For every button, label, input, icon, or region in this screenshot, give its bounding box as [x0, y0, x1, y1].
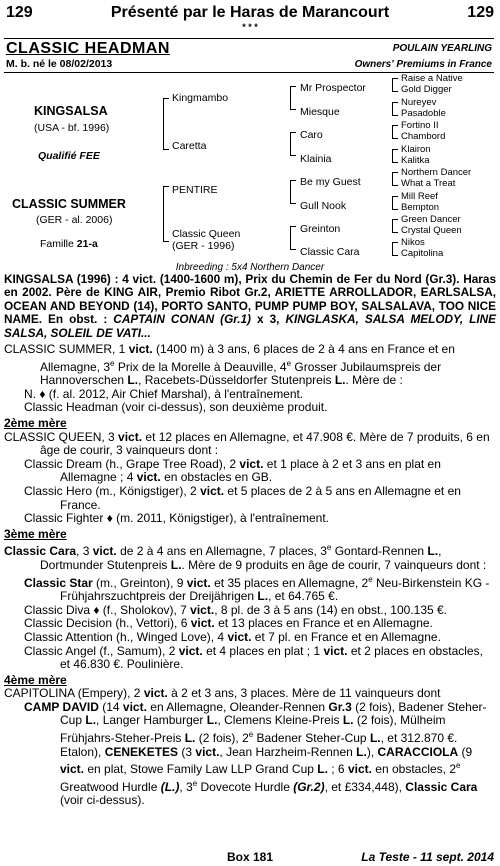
sale-info: La Teste - 11 sept. 2014 [361, 850, 494, 864]
dam4-heading: 4ème mère [4, 672, 67, 687]
gen3-8: Classic Cara [300, 246, 360, 258]
dam4-paragraph: CAPITOLINA (Empery), 2 vict. à 2 et 3 ans, 3 places. Mère de 11 vainqueurs dont [4, 686, 441, 701]
bracket-g4-5 [392, 172, 393, 186]
gen2-1: Kingmambo [172, 92, 229, 104]
dam2-produce-2: Classic Hero (m., Königstiger), 2 vict. et 5 places de 2 à 5 ans en Allemagne et en France. [24, 483, 461, 512]
gen4-4: Pasadoble [401, 108, 446, 119]
gen3-4: Klainia [300, 153, 332, 165]
gen4-6: Chambord [401, 131, 446, 142]
bracket-g4-8 [392, 242, 393, 256]
bracket-dam [163, 186, 164, 242]
dam3-produce-decision: Classic Decision (h., Vettori), 6 vict. et 13 places en France et en Allemagne. [24, 616, 433, 631]
bracket-sire [163, 98, 164, 150]
bracket-g3-1 [290, 86, 291, 110]
sire-info: (USA - bf. 1996) [34, 122, 110, 134]
dam3-produce-attention: Classic Attention (h., Winged Love), 4 vict. et 7 pl. en France et en Allemagne. [24, 629, 441, 644]
dam3-produce-diva: Classic Diva ♦ (f., Sholokov), 7 vict., 8 pl. de 3 à 5 ans (14) en obst., 100.135 €. [24, 602, 448, 617]
gen4-11: Mill Reef [401, 191, 438, 202]
gen3-2: Miesque [300, 106, 340, 118]
bracket-g3-2 [290, 132, 291, 156]
gen4-16: Capitolina [401, 248, 444, 259]
dam2-produce-3: Classic Fighter ♦ (m. 2011, Königstiger), à l'entraînement. [24, 511, 329, 526]
gen4-2: Gold Digger [401, 84, 452, 95]
dam2-paragraph: CLASSIC QUEEN, 3 vict. et 12 places en Allemagne, et 47.908 €. Mère de 7 produits, 6 en âge de courir, 3 vainqueurs dont : [4, 429, 490, 458]
gen4-7: Klairon [401, 144, 431, 155]
dam3-produce-star: Classic Star (m., Greinton), 9 vict. et 35 places en Allemagne, 2e Neu-Birkenstein KG - Frühjahrszuchtpreis der Dreijährigen L., et 64.765 €. [24, 574, 490, 604]
bracket-g4-3 [392, 125, 393, 139]
bracket-g4-4 [392, 149, 393, 163]
dam1-produce-1: N. ♦ (f. al. 2012, Air Chief Marshal), à l'entraînement. [24, 386, 304, 401]
gen3-6: Gull Nook [300, 200, 347, 212]
gen4-14: Crystal Queen [401, 225, 462, 236]
gen2-2: Caretta [172, 140, 207, 152]
gen4-13: Green Dancer [401, 214, 461, 225]
gen3-5: Be my Guest [300, 176, 361, 188]
gen3-3: Caro [300, 129, 323, 141]
consignor-title: Présenté par le Haras de Marancourt [110, 4, 390, 21]
dam1-paragraph: CLASSIC SUMMER, 1 vict. (1400 m) à 3 ans, 6 places de 2 à 4 ans en France et en Allemagne, 3e Prix de la Morelle à Deauville, 4e Grosser Jubilaumspreis der Hannoverschen L., Racebets-Düsseldorfer Stutenpreis L.. Mère de : [4, 342, 455, 388]
gen2-3: PENTIRE [172, 184, 218, 196]
sire-note: Qualifié FEE [38, 150, 100, 162]
page-header [6, 4, 494, 22]
dam2-produce-1: Classic Dream (h., Grape Tree Road), 2 vict. et 1 place à 2 et 3 ans en plat en Allemagne ; 4 vict. en obstacles en GB. [24, 456, 441, 485]
dam2-heading: 2ème mère [4, 416, 67, 430]
birth-info: M. b. né le 08/02/2013 [6, 58, 113, 70]
gen4-8: Kalitka [401, 155, 430, 166]
gen4-3: Nureyev [401, 97, 437, 108]
lot-number-right: 129 [467, 4, 494, 21]
gen3-1: Mr Prospector [300, 82, 366, 94]
bracket-g4-2 [392, 102, 393, 116]
title-box [4, 38, 494, 73]
dam-name: CLASSIC SUMMER [12, 197, 126, 211]
dam1-produce-2: Classic Headman (voir ci-dessus), son deuxième produit. [24, 400, 328, 415]
dam-info: (GER - al. 2006) [36, 214, 113, 226]
bracket-g4-7 [392, 219, 393, 233]
sire-paragraph: KINGSALSA (1996) : 4 vict. (1400-1600 m), Prix du Chemin de Fer du Nord (Gr.3). Haras en 2002. Père de KING AIR, Premio Ribot Gr.2, ARIETTE ARROLLADOR, EARLSALSA, OCEAN AND BEYOND (14), PORTO SANTO, PUMP PUMP BOY, SALSALAVA, TOO NICE NAME. En obst. : CAPTAIN CONAN (Gr.1) x 3, KINGLASKA, SALSA MELODY, LINE SALSA, SOLEIL DE VATI... [4, 272, 497, 340]
box-number: Box 181 [226, 850, 274, 864]
bracket-g4-6 [392, 196, 393, 210]
gen4-5: Fortino II [401, 120, 439, 131]
dam3-heading: 3ème mère [4, 526, 67, 541]
inbreeding-note: Inbreeding : 5x4 Northern Dancer [175, 262, 325, 273]
dam-family: Famille 21-a [40, 238, 98, 250]
pedigree-table [0, 74, 500, 272]
bracket-g4-1 [392, 78, 393, 92]
separator-stars: * * * [242, 22, 258, 32]
dam3-produce-angel: Classic Angel (f., Samum), 2 vict. et 4 places en plat ; 1 vict. et 2 places en obstacles, et 46.830 €. Poulinière. [24, 643, 483, 672]
gen2-5: (GER - 1996) [172, 240, 235, 252]
gen4-15: Nikos [401, 237, 425, 248]
catalogue-text [4, 273, 496, 808]
gen2-4: Classic Queen [172, 228, 241, 240]
owners-premiums: Owners' Premiums in France [354, 59, 492, 70]
dam4-produce: CAMP DAVID (14 vict. en Allemagne, Oleander-Rennen Gr.3 (2 fois), Badener Steher-Cup L., Langer Hamburger L., Clemens Kleine-Preis L. (2 fois), Mülheim Frühjahrs-Steher-Preis L. (2 fois), 2e Badener Steher-Cup L., et 312.870 €. Etalon), CENEKETES (3 vict., Jean Harzheim-Rennen L.), CARACCIOLA (9 vict. en plat, Stowe Family Law LLP Grand Cup L. ; 6 vict. en obstacles, 2e Greatwood Hurdle (L.), 3e Dovecote Hurdle (Gr.2), et £334,448), Classic Cara (voir ci-dessus). [24, 699, 487, 808]
horse-category: POULAIN YEARLING [392, 43, 492, 54]
horse-name: CLASSIC HEADMAN [6, 40, 170, 57]
gen4-12: Bempton [401, 202, 440, 213]
lot-number-left: 129 [6, 4, 33, 21]
dam3-paragraph: Classic Cara, 3 vict. de 2 à 4 ans en Allemagne, 7 places, 3e Gontard-Rennen L., Dortmunder Stutenpreis L.. Mère de 9 produits en âge de courir, 7 vainqueurs dont : [4, 543, 487, 572]
gen4-10: What a Treat [401, 178, 456, 189]
bracket-g3-4 [290, 226, 291, 250]
gen3-7: Greinton [300, 223, 341, 235]
bracket-g3-3 [290, 180, 291, 204]
gen4-9: Northern Dancer [401, 167, 472, 178]
gen4-1: Raise a Native [401, 73, 463, 84]
sire-name: KINGSALSA [34, 104, 108, 118]
